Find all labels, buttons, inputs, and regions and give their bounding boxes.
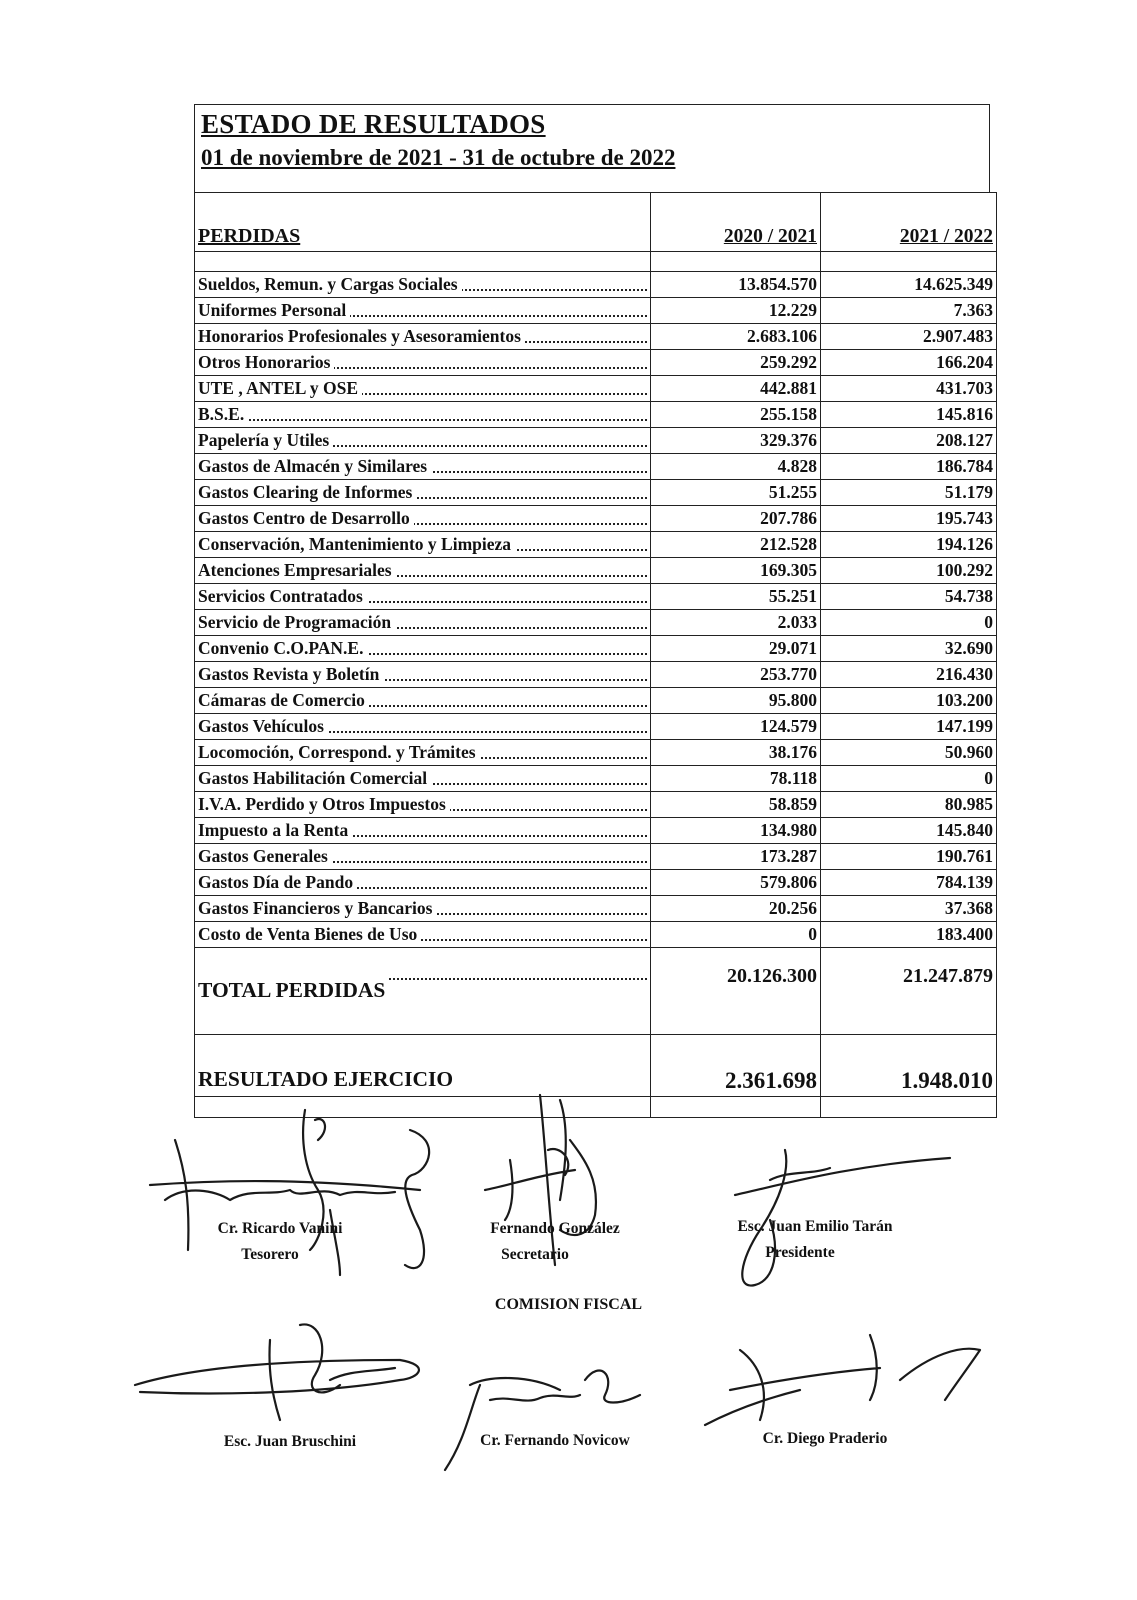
table-row (195, 402, 997, 428)
commission-member-praderio: Cr. Diego Praderio (762, 1430, 888, 1447)
row-label (198, 662, 647, 687)
table-row (195, 740, 997, 766)
row-label-cell (195, 922, 651, 948)
value-2020-2021: 253.770 (651, 662, 821, 688)
row-label (198, 636, 647, 661)
table-row (195, 506, 997, 532)
row-label-cell (195, 298, 651, 324)
result-row (195, 1035, 997, 1097)
row-label (198, 870, 647, 895)
row-label-text: Costo de Venta Bienes de Uso (198, 924, 421, 944)
value-2020-2021: 29.071 (651, 636, 821, 662)
total-label-cell (195, 948, 651, 1035)
row-label-cell (195, 610, 651, 636)
value-2020-2021: 173.287 (651, 844, 821, 870)
value-2020-2021: 78.118 (651, 766, 821, 792)
value-2020-2021: 95.800 (651, 688, 821, 714)
row-label-cell (195, 272, 651, 298)
row-label-text: Papelería y Utiles (198, 430, 333, 450)
total-label-text: TOTAL PERDIDAS (198, 978, 389, 1002)
row-label-cell (195, 818, 651, 844)
row-label-text: Servicio de Programación (198, 612, 395, 632)
row-label-cell (195, 428, 651, 454)
row-label (198, 610, 647, 635)
value-2021-2022: 80.985 (821, 792, 997, 818)
row-label (198, 298, 647, 323)
table-header-row (195, 193, 997, 252)
row-label-text: Gastos Centro de Desarrollo (198, 508, 414, 528)
empty-cell (195, 1097, 651, 1118)
table-row (195, 688, 997, 714)
commission-member-bruschini: Esc. Juan Bruschini (223, 1433, 357, 1450)
value-2020-2021: 20.256 (651, 896, 821, 922)
row-label (198, 324, 647, 349)
value-2020-2021: 329.376 (651, 428, 821, 454)
row-label-cell (195, 506, 651, 532)
row-label (198, 272, 647, 297)
value-2021-2022: 194.126 (821, 532, 997, 558)
row-label-text: Conservación, Mantenimiento y Limpieza (198, 534, 515, 554)
row-label-cell (195, 376, 651, 402)
signatory-role-treasurer: Tesorero (241, 1246, 299, 1263)
spacer-row (195, 1097, 997, 1118)
value-2020-2021: 38.176 (651, 740, 821, 766)
table-row (195, 324, 997, 350)
row-label-cell (195, 792, 651, 818)
signature-novicow (445, 1371, 640, 1470)
table-row (195, 922, 997, 948)
value-2020-2021: 55.251 (651, 584, 821, 610)
row-label-cell (195, 324, 651, 350)
value-2021-2022: 51.179 (821, 480, 997, 506)
row-label-cell (195, 532, 651, 558)
leader-dots (198, 419, 647, 421)
value-2021-2022: 431.703 (821, 376, 997, 402)
row-label-cell (195, 636, 651, 662)
value-2021-2022: 145.816 (821, 402, 997, 428)
row-label-text: Gastos Habilitación Comercial (198, 768, 431, 788)
value-2020-2021: 207.786 (651, 506, 821, 532)
value-2021-2022: 50.960 (821, 740, 997, 766)
row-label-text: I.V.A. Perdido y Otros Impuestos (198, 794, 450, 814)
empty-cell (651, 1097, 821, 1118)
row-label (198, 818, 647, 843)
value-2021-2022: 7.363 (821, 298, 997, 324)
row-label (198, 558, 647, 583)
row-label-cell (195, 454, 651, 480)
total-label (198, 978, 647, 1004)
row-label (198, 532, 647, 557)
value-2021-2022: 166.204 (821, 350, 997, 376)
value-2021-2022: 37.368 (821, 896, 997, 922)
row-label-text: Gastos Revista y Boletín (198, 664, 383, 684)
table-row (195, 532, 997, 558)
value-2020-2021: 579.806 (651, 870, 821, 896)
signatory-role-president: Presidente (765, 1244, 835, 1261)
row-label-text: Atenciones Empresariales (198, 560, 396, 580)
row-label-text: Locomoción, Correspond. y Trámites (198, 742, 480, 762)
row-label-text: Impuesto a la Renta (198, 820, 352, 840)
value-2021-2022: 147.199 (821, 714, 997, 740)
row-label-text: Gastos Día de Pando (198, 872, 357, 892)
value-2020-2021: 124.579 (651, 714, 821, 740)
table-row (195, 714, 997, 740)
row-label-cell (195, 584, 651, 610)
losses-table (194, 192, 997, 1118)
row-label-cell (195, 844, 651, 870)
total-2020-2021: 20.126.300 (651, 948, 821, 1035)
row-label (198, 402, 647, 427)
value-2021-2022: 195.743 (821, 506, 997, 532)
section-label: PERDIDAS (198, 225, 301, 247)
table-row (195, 870, 997, 896)
row-label-text: Gastos Financieros y Bancarios (198, 898, 436, 918)
table-row (195, 350, 997, 376)
value-2021-2022: 2.907.483 (821, 324, 997, 350)
value-2021-2022: 32.690 (821, 636, 997, 662)
total-2021-2022: 21.247.879 (821, 948, 997, 1035)
signature-bruschini (135, 1324, 419, 1420)
signatory-name-secretary: Fernando González (490, 1220, 620, 1237)
value-2021-2022: 145.840 (821, 818, 997, 844)
table-row (195, 376, 997, 402)
row-label-text: Gastos Clearing de Informes (198, 482, 416, 502)
value-2020-2021: 2.033 (651, 610, 821, 636)
table-row (195, 428, 997, 454)
value-2021-2022: 216.430 (821, 662, 997, 688)
result-2020-2021: 2.361.698 (651, 1035, 821, 1097)
value-2020-2021: 4.828 (651, 454, 821, 480)
value-2020-2021: 58.859 (651, 792, 821, 818)
table-row (195, 844, 997, 870)
table-row (195, 272, 997, 298)
value-2020-2021: 259.292 (651, 350, 821, 376)
value-2021-2022: 784.139 (821, 870, 997, 896)
signatory-role-secretary: Secretario (501, 1246, 569, 1263)
row-label (198, 428, 647, 453)
table-row (195, 480, 997, 506)
empty-cell (821, 1097, 997, 1118)
value-2021-2022: 0 (821, 766, 997, 792)
signatory-name-president: Esc. Juan Emilio Tarán (737, 1218, 893, 1235)
value-2020-2021: 2.683.106 (651, 324, 821, 350)
result-label-cell (195, 1035, 651, 1097)
row-label-text: Gastos Vehículos (198, 716, 328, 736)
row-label-cell (195, 714, 651, 740)
table-row (195, 792, 997, 818)
table-row (195, 610, 997, 636)
value-2020-2021: 12.229 (651, 298, 821, 324)
value-2020-2021: 0 (651, 922, 821, 948)
value-2020-2021: 13.854.570 (651, 272, 821, 298)
row-label (198, 844, 647, 869)
value-2020-2021: 134.980 (651, 818, 821, 844)
row-label (198, 714, 647, 739)
total-losses-row (195, 948, 997, 1035)
row-label-cell (195, 870, 651, 896)
row-label-cell (195, 766, 651, 792)
row-label (198, 480, 647, 505)
table-row (195, 896, 997, 922)
value-2021-2022: 183.400 (821, 922, 997, 948)
value-2021-2022: 14.625.349 (821, 272, 997, 298)
row-label-text: Uniformes Personal (198, 300, 350, 320)
value-2021-2022: 186.784 (821, 454, 997, 480)
row-label (198, 896, 647, 921)
table-row (195, 454, 997, 480)
value-2021-2022: 0 (821, 610, 997, 636)
row-label-text: Otros Honorarios (198, 352, 334, 372)
row-label (198, 766, 647, 791)
fiscal-commission-title: COMISION FISCAL (494, 1296, 643, 1313)
table-row (195, 662, 997, 688)
value-2020-2021: 51.255 (651, 480, 821, 506)
value-2020-2021: 442.881 (651, 376, 821, 402)
row-label (198, 740, 647, 765)
row-label-text: Gastos Generales (198, 846, 332, 866)
row-label (198, 376, 647, 401)
row-label-cell (195, 896, 651, 922)
signature-praderio (705, 1335, 980, 1425)
row-label (198, 584, 647, 609)
column-header-2020-2021: 2020 / 2021 (651, 193, 821, 252)
row-label-cell (195, 480, 651, 506)
statement-header (194, 104, 990, 192)
value-2020-2021: 255.158 (651, 402, 821, 428)
row-label-cell (195, 558, 651, 584)
signature-gonzalez (485, 1095, 596, 1265)
value-2021-2022: 103.200 (821, 688, 997, 714)
value-2021-2022: 190.761 (821, 844, 997, 870)
commission-member-novicow: Cr. Fernando Novicow (480, 1432, 630, 1449)
row-label-text: Servicios Contratados (198, 586, 367, 606)
table-row (195, 558, 997, 584)
value-2020-2021: 212.528 (651, 532, 821, 558)
row-label-cell (195, 662, 651, 688)
row-label (198, 454, 647, 479)
table-row (195, 584, 997, 610)
value-2021-2022: 208.127 (821, 428, 997, 454)
signatory-name-treasurer: Cr. Ricardo Vanini (217, 1220, 343, 1237)
row-label (198, 792, 647, 817)
row-label-text: Sueldos, Remun. y Cargas Sociales (198, 274, 462, 294)
row-label-text: Cámaras de Comercio (198, 690, 369, 710)
statement-title: ESTADO DE RESULTADOS (201, 109, 546, 139)
row-label-cell (195, 740, 651, 766)
value-2021-2022: 54.738 (821, 584, 997, 610)
row-label-text: Gastos de Almacén y Similares (198, 456, 431, 476)
row-label (198, 922, 647, 947)
row-label (198, 688, 647, 713)
row-label-cell (195, 688, 651, 714)
row-label-text: Honorarios Profesionales y Asesoramientos (198, 326, 525, 346)
spacer-row (195, 252, 997, 272)
statement-period: 01 de noviembre de 2021 - 31 de octubre de 2022 (201, 145, 676, 170)
table-row (195, 636, 997, 662)
row-label-text: B.S.E. (198, 404, 248, 424)
value-2020-2021: 169.305 (651, 558, 821, 584)
row-label (198, 506, 647, 531)
table-row (195, 766, 997, 792)
row-label-text: UTE , ANTEL y OSE (198, 378, 362, 398)
table-row (195, 298, 997, 324)
row-label-cell (195, 350, 651, 376)
row-label-text: Convenio C.O.PAN.E. (198, 638, 367, 658)
row-label-cell (195, 402, 651, 428)
column-header-2021-2022: 2021 / 2022 (821, 193, 997, 252)
value-2021-2022: 100.292 (821, 558, 997, 584)
table-row (195, 818, 997, 844)
result-label: RESULTADO EJERCICIO (198, 1067, 454, 1091)
result-2021-2022: 1.948.010 (821, 1035, 997, 1097)
row-label (198, 350, 647, 375)
